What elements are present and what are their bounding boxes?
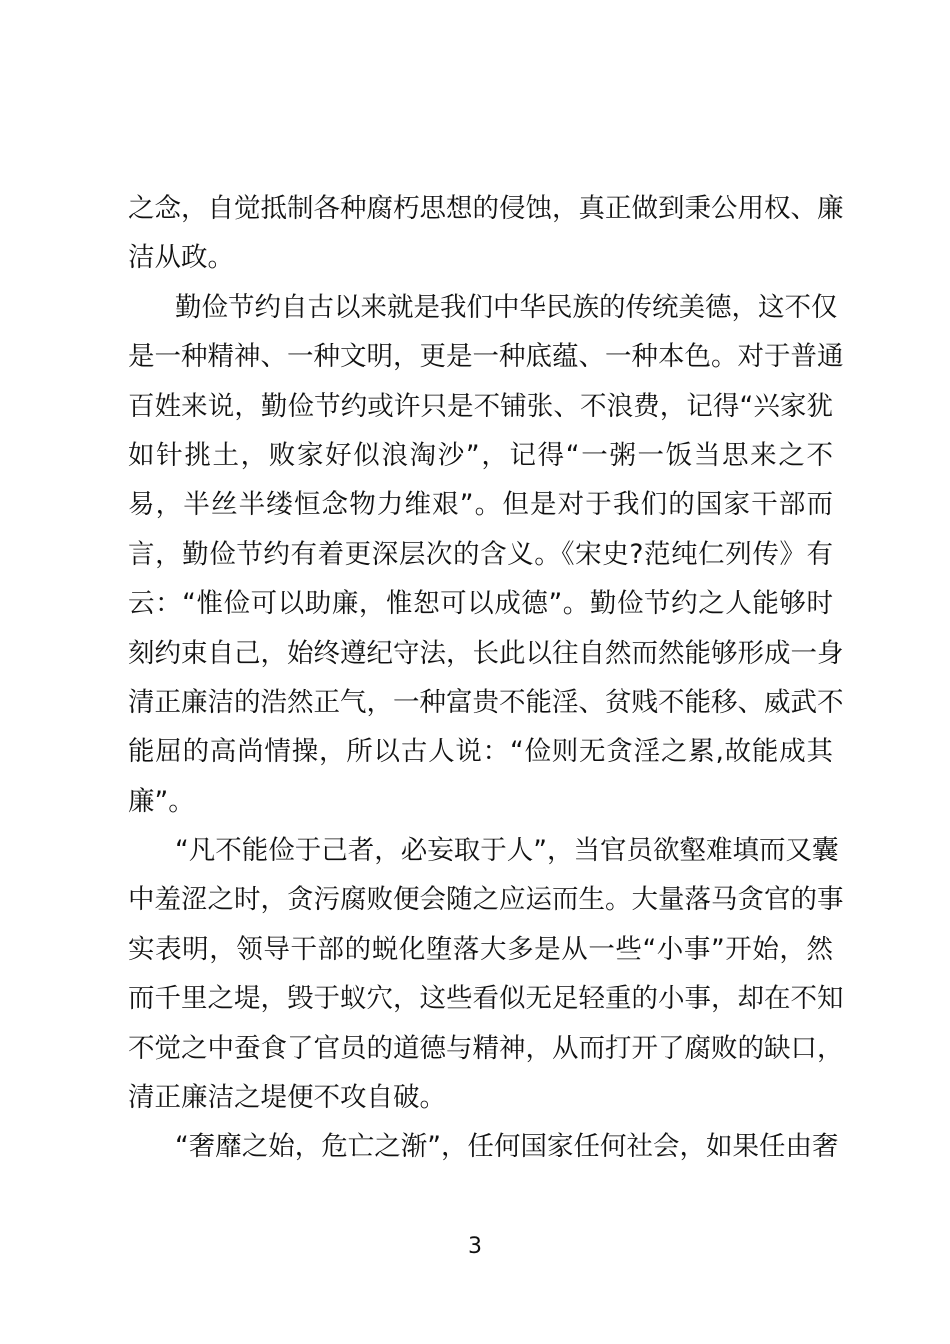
text-line: 是一种精神、一种文明，更是一种底蕴、一种本色。对于普通: [128, 341, 844, 373]
text-line: 云：“惟俭可以助廉，惟恕可以成德”。勤俭节约之人能够时: [128, 588, 833, 620]
paragraph-2: [128, 283, 844, 826]
text-line: “凡不能俭于己者，必妄取于人”，当官员欲壑难填而又囊: [175, 835, 839, 867]
text-line: 而千里之堤，毁于蚁穴，这些看似无足轻重的小事，却在不知: [128, 983, 844, 1015]
text-line: 言，勤俭节约有着更深层次的含义。《宋史?范纯仁列传》有: [128, 538, 833, 570]
text-line: 勤俭节约自古以来就是我们中华民族的传统美德，这不仅: [175, 291, 838, 323]
text-line: “奢靡之始，危亡之渐”，任何国家任何社会，如果任由奢: [175, 1131, 839, 1163]
body-text: [128, 184, 844, 1172]
text-line: 之念，自觉抵制各种腐朽思想的侵蚀，真正做到秉公用权、廉: [128, 193, 844, 224]
text-line: 洁从政。: [128, 242, 234, 274]
paragraph-3: [128, 826, 844, 1122]
paragraph-1: [128, 184, 844, 283]
paragraph-4: [128, 1122, 839, 1171]
text-line: 易，半丝半缕恒念物力维艰”。但是对于我们的国家干部而: [128, 489, 833, 521]
text-line: 如针挑土，败家好似浪淘沙”，记得“一粥一饭当思来之不: [128, 439, 833, 471]
page-number: 3: [468, 1234, 482, 1259]
text-line: 不觉之中蚕食了官员的道德与精神，从而打开了腐败的缺口，: [128, 1032, 844, 1064]
text-line: 清正廉洁的浩然正气，一种富贵不能淫、贫贱不能移、威武不: [128, 686, 844, 718]
text-line: 中羞涩之时，贪污腐败便会随之应运而生。大量落马贪官的事: [128, 884, 844, 916]
text-line: 能屈的高尚情操，所以古人说：“俭则无贪淫之累,故能成其: [128, 736, 833, 768]
text-line: 实表明，领导干部的蜕化堕落大多是从一些“小事”开始，然: [128, 933, 833, 965]
text-line: 百姓来说，勤俭节约或许只是不铺张、不浪费，记得“兴家犹: [128, 390, 833, 422]
text-line: 清正廉洁之堤便不攻自破。: [128, 1082, 446, 1114]
text-line: 廉”。: [128, 785, 195, 817]
text-line: 刻约束自己，始终遵纪守法，长此以往自然而然能够形成一身: [128, 637, 844, 669]
